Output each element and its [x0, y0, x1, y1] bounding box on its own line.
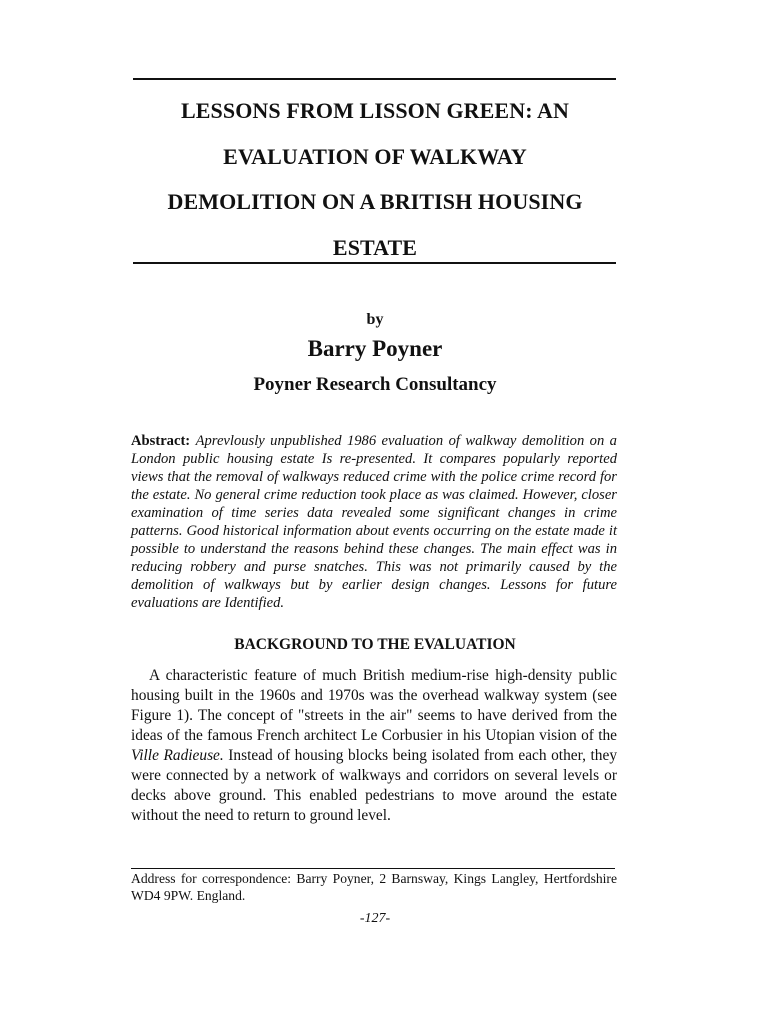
byline: by: [366, 311, 384, 328]
title-line: EVALUATION OF WALKWAY: [223, 143, 527, 169]
title-top-rule: [133, 78, 616, 80]
abstract-text: Aprevlously unpublished 1986 evaluation of walkway demolition on a London public housing estate Is re-presented. It compares popularly reported views that the removal of walkways reduced crime with the police crime record for the estate. No general crime reduction took place as was claimed. However, closer examination of time series data revealed some significant changes in crime patterns. Good historical information about events occurring on the estate made it possible to understand the reasons behind these changes. The main effect was in reducing robbery and purse snatches. This was not primarily caused by the demolition of walkways but by earlier design changes. Lessons for future evaluations are Identified.: [131, 433, 617, 611]
title-bottom-rule: [133, 262, 616, 264]
title-line: LESSONS FROM LISSON GREEN: AN: [181, 98, 569, 123]
body-text-part1: A characteristic feature of much British medium-rise high-density public housing built in the 1960s and 1970s was the overhead walkway system (see Figure 1). The concept of "streets in the air" seems to have derived from the ideas of the famous French architect Le Corbusier in his Utopian vision of the: [131, 667, 617, 744]
article-title: [120, 88, 630, 270]
author-affiliation: Poyner Research Consultancy: [253, 374, 497, 395]
body-text-emphasis: Ville Radieuse.: [131, 747, 224, 764]
abstract: [131, 432, 617, 612]
page-number: -127-: [359, 911, 391, 926]
abstract-label: Abstract:: [131, 433, 191, 449]
author-name: Barry Poyner: [307, 336, 443, 361]
body-paragraph: [131, 666, 617, 826]
title-line: ESTATE: [332, 234, 418, 260]
body-text-part2: Instead of housing blocks being isolated from each other, they were connected by a network of walkways and corridors on several levels or decks above ground. This enabled pedestrians to move around the estate without the need to return to ground level.: [131, 747, 618, 824]
section-heading: BACKGROUND TO THE EVALUATION: [234, 636, 516, 653]
footnote: Address for correspondence: Barry Poyner, 2 Barnsway, Kings Langley, Hertfordshire WD4 9PW. England.: [131, 871, 617, 903]
footnote-rule: [131, 868, 615, 869]
title-line: DEMOLITION ON A BRITISH HOUSING: [167, 189, 583, 214]
